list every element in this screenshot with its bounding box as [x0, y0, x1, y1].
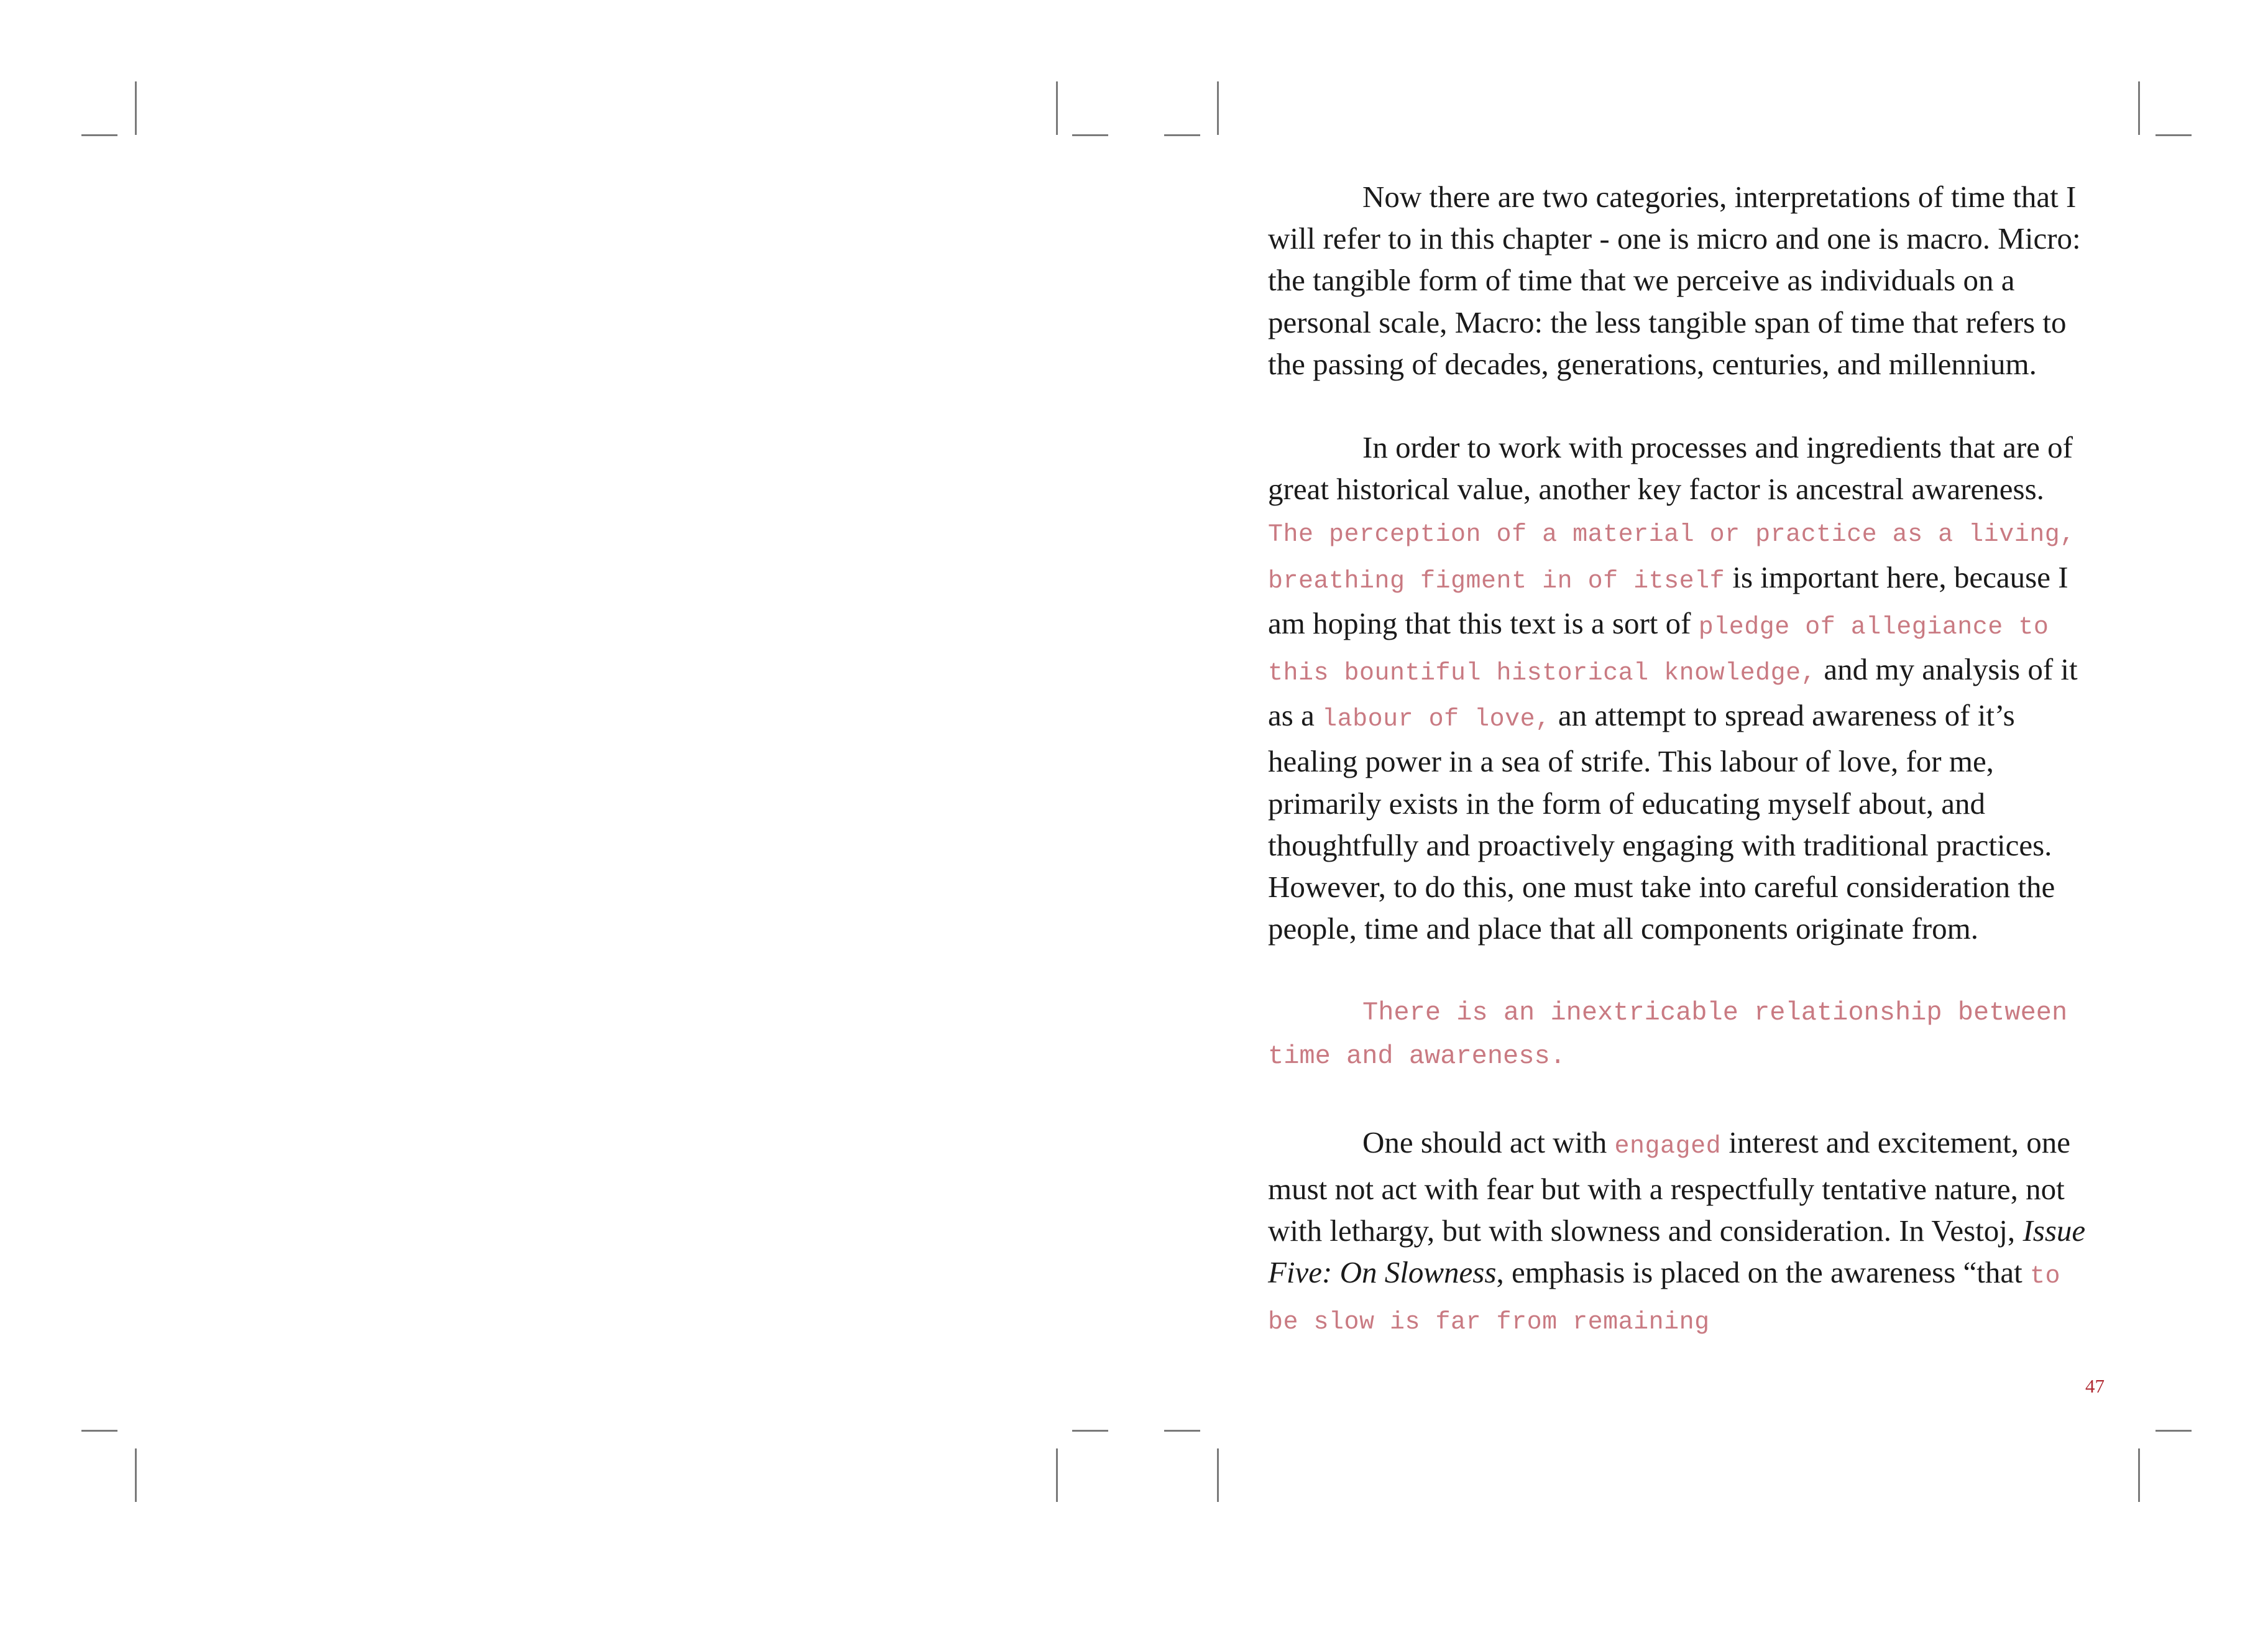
- crop-mark: [1056, 1448, 1058, 1502]
- typewriter-insert: pledge of allegiance to this bountiful historical knowledge,: [1268, 613, 2049, 688]
- crop-mark: [2156, 1430, 2192, 1432]
- crop-mark: [2138, 81, 2140, 135]
- text-segment: is important here, because I am hoping that this text is a sort of: [1268, 559, 2068, 640]
- crop-mark: [135, 81, 137, 135]
- typewriter-insert: The perception of a material or practice as a living, breathing figment in of itself: [1268, 521, 2075, 596]
- typewriter-insert: labour of love,: [1322, 706, 1551, 734]
- paragraph: [1268, 426, 2095, 949]
- text-segment: and my analysis of it as a: [1268, 652, 2078, 733]
- crop-mark: [1217, 1448, 1219, 1502]
- crop-mark: [81, 134, 117, 136]
- text-segment: an attempt to spread awareness of it’s healing power in a sea of strife. This labour of love, for me, primarily exists in the form of educating myself about, and thoughtfully and proactively engaging with traditional practices. However, to do this, one must take into careful consideration the people, time and place that all components originate from.: [1268, 698, 2055, 946]
- crop-mark: [1072, 1430, 1108, 1432]
- typewriter-quote: There is an inextricable relationship between time and awareness.: [1268, 998, 2068, 1072]
- crop-mark: [1164, 134, 1200, 136]
- crop-mark: [1072, 134, 1108, 136]
- crop-mark: [2156, 134, 2192, 136]
- crop-mark: [1217, 81, 1219, 135]
- text-segment: Now there are two categories, interpretations of time that I will refer to in this chapter - one is micro and one is macro. Micro: the tangible form of time that we perceive as individuals on a personal scale, Macro: the less tangible span of time that refers to the passing of decades, generations, centuries, and millennium.: [1268, 180, 2081, 381]
- paragraph: [1268, 176, 2095, 385]
- typewriter-insert: engaged: [1614, 1133, 1722, 1161]
- paragraph: [1268, 1121, 2095, 1343]
- crop-mark: [135, 1448, 137, 1502]
- crop-mark: [81, 1430, 117, 1432]
- typewriter-insert: to be slow is far from remaining: [1268, 1263, 2061, 1337]
- publication-title: Issue Five: On Slowness: [1268, 1213, 2086, 1290]
- text-segment: One should act with: [1362, 1125, 1615, 1160]
- text-segment: interest and excitement, one must not act with fear but with a respectfully tentative nature, not with lethargy, but with slowness and consideration. In Vestoj,: [1268, 1125, 2070, 1248]
- text-segment: , emphasis is placed on the awareness “that: [1496, 1255, 2031, 1290]
- text-segment: In order to work with processes and ingredients that are of great historical value, another key factor is ancestral awareness.: [1268, 430, 2073, 507]
- crop-mark: [1056, 81, 1058, 135]
- crop-mark: [2138, 1448, 2140, 1502]
- typewriter-paragraph: [1268, 991, 2095, 1078]
- page-body-text: [1268, 176, 2095, 1385]
- page-number: 47: [2085, 1375, 2105, 1397]
- crop-mark: [1164, 1430, 1200, 1432]
